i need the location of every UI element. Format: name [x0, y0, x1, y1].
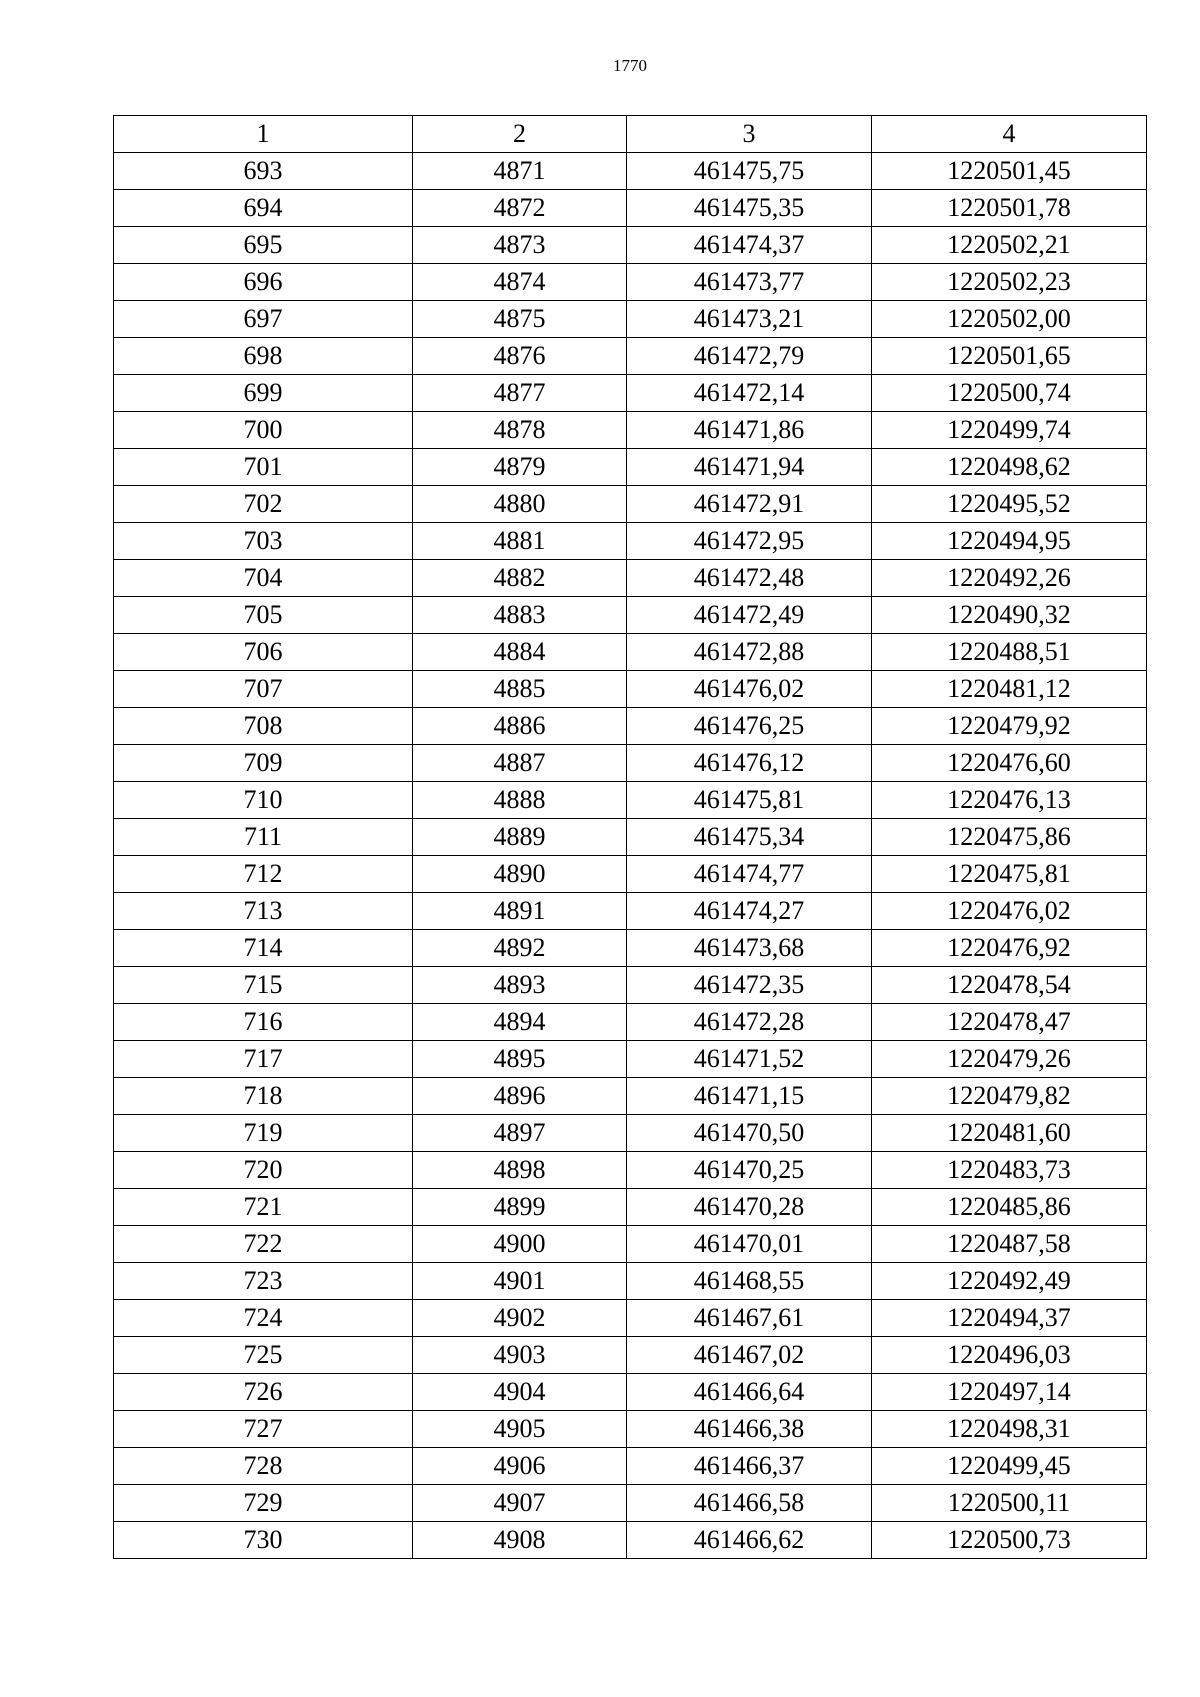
point-id-cell: 4904 — [413, 1374, 627, 1411]
point-id-cell: 4881 — [413, 523, 627, 560]
coordinate-y-cell: 1220475,81 — [872, 856, 1147, 893]
table-row — [114, 708, 1147, 745]
coordinate-x-cell: 461470,50 — [627, 1115, 872, 1152]
point-id-cell: 4903 — [413, 1337, 627, 1374]
coordinate-y-cell: 1220500,74 — [872, 375, 1147, 412]
table-row — [114, 449, 1147, 486]
coordinate-y-cell: 1220502,21 — [872, 227, 1147, 264]
coordinate-y-cell: 1220500,11 — [872, 1485, 1147, 1522]
table-row — [114, 745, 1147, 782]
coordinate-x-cell: 461472,91 — [627, 486, 872, 523]
point-id-cell: 4907 — [413, 1485, 627, 1522]
header-row — [114, 116, 1147, 153]
coordinate-x-cell: 461475,34 — [627, 819, 872, 856]
coordinate-y-cell: 1220475,86 — [872, 819, 1147, 856]
coordinate-x-cell: 461474,77 — [627, 856, 872, 893]
coordinate-y-cell: 1220479,82 — [872, 1078, 1147, 1115]
coordinate-y-cell: 1220499,74 — [872, 412, 1147, 449]
coordinate-x-cell: 461475,75 — [627, 153, 872, 190]
point-id-cell: 4883 — [413, 597, 627, 634]
table-row — [114, 1485, 1147, 1522]
coordinate-y-cell: 1220496,03 — [872, 1337, 1147, 1374]
point-number-cell: 702 — [114, 486, 413, 523]
coordinate-y-cell: 1220495,52 — [872, 486, 1147, 523]
header-cell: 4 — [872, 116, 1147, 153]
table-row — [114, 1337, 1147, 1374]
point-id-cell: 4880 — [413, 486, 627, 523]
point-id-cell: 4873 — [413, 227, 627, 264]
coordinate-y-cell: 1220500,73 — [872, 1522, 1147, 1559]
coordinate-y-cell: 1220476,92 — [872, 930, 1147, 967]
table-body — [114, 116, 1147, 1559]
table-row — [114, 1004, 1147, 1041]
coordinate-x-cell: 461467,61 — [627, 1300, 872, 1337]
point-number-cell: 693 — [114, 153, 413, 190]
point-number-cell: 697 — [114, 301, 413, 338]
coordinate-x-cell: 461475,81 — [627, 782, 872, 819]
point-id-cell: 4889 — [413, 819, 627, 856]
table-row — [114, 412, 1147, 449]
coordinate-y-cell: 1220490,32 — [872, 597, 1147, 634]
point-id-cell: 4888 — [413, 782, 627, 819]
point-id-cell: 4894 — [413, 1004, 627, 1041]
table-row — [114, 1411, 1147, 1448]
point-id-cell: 4871 — [413, 153, 627, 190]
coordinate-y-cell: 1220498,62 — [872, 449, 1147, 486]
point-number-cell: 703 — [114, 523, 413, 560]
coordinate-y-cell: 1220501,65 — [872, 338, 1147, 375]
table-row — [114, 1300, 1147, 1337]
coordinate-x-cell: 461467,02 — [627, 1337, 872, 1374]
table-row — [114, 1374, 1147, 1411]
point-number-cell: 712 — [114, 856, 413, 893]
point-number-cell: 716 — [114, 1004, 413, 1041]
coordinate-y-cell: 1220501,78 — [872, 190, 1147, 227]
table-row — [114, 1189, 1147, 1226]
coordinate-x-cell: 461470,01 — [627, 1226, 872, 1263]
point-number-cell: 698 — [114, 338, 413, 375]
point-number-cell: 722 — [114, 1226, 413, 1263]
point-number-cell: 728 — [114, 1448, 413, 1485]
point-number-cell: 706 — [114, 634, 413, 671]
point-number-cell: 720 — [114, 1152, 413, 1189]
coordinate-x-cell: 461470,28 — [627, 1189, 872, 1226]
coordinate-y-cell: 1220494,95 — [872, 523, 1147, 560]
coordinate-y-cell: 1220481,60 — [872, 1115, 1147, 1152]
coordinate-y-cell: 1220492,26 — [872, 560, 1147, 597]
coordinate-y-cell: 1220501,45 — [872, 153, 1147, 190]
point-number-cell: 713 — [114, 893, 413, 930]
point-number-cell: 719 — [114, 1115, 413, 1152]
point-id-cell: 4895 — [413, 1041, 627, 1078]
table-row — [114, 1522, 1147, 1559]
coordinate-x-cell: 461476,02 — [627, 671, 872, 708]
point-id-cell: 4875 — [413, 301, 627, 338]
table-row — [114, 1115, 1147, 1152]
point-number-cell: 711 — [114, 819, 413, 856]
point-id-cell: 4877 — [413, 375, 627, 412]
point-id-cell: 4891 — [413, 893, 627, 930]
point-id-cell: 4890 — [413, 856, 627, 893]
point-number-cell: 694 — [114, 190, 413, 227]
coordinate-x-cell: 461472,79 — [627, 338, 872, 375]
table-row — [114, 967, 1147, 1004]
coordinate-y-cell: 1220476,60 — [872, 745, 1147, 782]
point-id-cell: 4908 — [413, 1522, 627, 1559]
coordinate-x-cell: 461472,49 — [627, 597, 872, 634]
point-id-cell: 4901 — [413, 1263, 627, 1300]
coordinate-x-cell: 461466,64 — [627, 1374, 872, 1411]
point-number-cell: 721 — [114, 1189, 413, 1226]
coordinate-y-cell: 1220481,12 — [872, 671, 1147, 708]
table-row — [114, 486, 1147, 523]
point-id-cell: 4878 — [413, 412, 627, 449]
coordinate-x-cell: 461466,38 — [627, 1411, 872, 1448]
coordinate-x-cell: 461472,35 — [627, 967, 872, 1004]
point-number-cell: 725 — [114, 1337, 413, 1374]
page-number: 1770 — [613, 56, 647, 75]
coordinate-x-cell: 461476,25 — [627, 708, 872, 745]
coordinate-y-cell: 1220476,13 — [872, 782, 1147, 819]
coordinate-x-cell: 461466,37 — [627, 1448, 872, 1485]
table-row — [114, 1041, 1147, 1078]
coordinate-x-cell: 461466,62 — [627, 1522, 872, 1559]
table-row — [114, 1448, 1147, 1485]
coordinate-x-cell: 461474,27 — [627, 893, 872, 930]
point-number-cell: 707 — [114, 671, 413, 708]
point-number-cell: 700 — [114, 412, 413, 449]
coordinate-x-cell: 461470,25 — [627, 1152, 872, 1189]
coordinate-y-cell: 1220497,14 — [872, 1374, 1147, 1411]
point-number-cell: 696 — [114, 264, 413, 301]
point-number-cell: 726 — [114, 1374, 413, 1411]
table-row — [114, 560, 1147, 597]
point-number-cell: 727 — [114, 1411, 413, 1448]
point-id-cell: 4876 — [413, 338, 627, 375]
coordinate-y-cell: 1220479,92 — [872, 708, 1147, 745]
coordinate-y-cell: 1220492,49 — [872, 1263, 1147, 1300]
point-id-cell: 4899 — [413, 1189, 627, 1226]
point-id-cell: 4902 — [413, 1300, 627, 1337]
table-row — [114, 1263, 1147, 1300]
point-id-cell: 4884 — [413, 634, 627, 671]
point-number-cell: 717 — [114, 1041, 413, 1078]
point-number-cell: 718 — [114, 1078, 413, 1115]
coordinate-x-cell: 461473,21 — [627, 301, 872, 338]
table-row — [114, 1226, 1147, 1263]
point-id-cell: 4886 — [413, 708, 627, 745]
table-row — [114, 227, 1147, 264]
coordinate-x-cell: 461472,28 — [627, 1004, 872, 1041]
coordinate-x-cell: 461473,68 — [627, 930, 872, 967]
point-number-cell: 695 — [114, 227, 413, 264]
coordinate-y-cell: 1220478,47 — [872, 1004, 1147, 1041]
point-number-cell: 701 — [114, 449, 413, 486]
point-id-cell: 4892 — [413, 930, 627, 967]
point-id-cell: 4897 — [413, 1115, 627, 1152]
coordinate-x-cell: 461471,86 — [627, 412, 872, 449]
table-row — [114, 375, 1147, 412]
table-row — [114, 301, 1147, 338]
coordinate-x-cell: 461471,52 — [627, 1041, 872, 1078]
point-id-cell: 4882 — [413, 560, 627, 597]
point-id-cell: 4898 — [413, 1152, 627, 1189]
table-row — [114, 190, 1147, 227]
point-id-cell: 4879 — [413, 449, 627, 486]
table-row — [114, 930, 1147, 967]
point-id-cell: 4887 — [413, 745, 627, 782]
coordinate-y-cell: 1220494,37 — [872, 1300, 1147, 1337]
point-id-cell: 4900 — [413, 1226, 627, 1263]
point-id-cell: 4893 — [413, 967, 627, 1004]
header-cell: 1 — [114, 116, 413, 153]
point-number-cell: 729 — [114, 1485, 413, 1522]
coordinate-x-cell: 461473,77 — [627, 264, 872, 301]
point-id-cell: 4872 — [413, 190, 627, 227]
coordinate-y-cell: 1220498,31 — [872, 1411, 1147, 1448]
table-row — [114, 264, 1147, 301]
table-row — [114, 153, 1147, 190]
coordinate-y-cell: 1220499,45 — [872, 1448, 1147, 1485]
table-row — [114, 893, 1147, 930]
point-number-cell: 709 — [114, 745, 413, 782]
coordinate-x-cell: 461474,37 — [627, 227, 872, 264]
table-row — [114, 338, 1147, 375]
point-number-cell: 730 — [114, 1522, 413, 1559]
table-row — [114, 819, 1147, 856]
table-row — [114, 1152, 1147, 1189]
point-id-cell: 4906 — [413, 1448, 627, 1485]
coordinate-y-cell: 1220476,02 — [872, 893, 1147, 930]
coordinate-y-cell: 1220485,86 — [872, 1189, 1147, 1226]
table-row — [114, 634, 1147, 671]
table-row — [114, 782, 1147, 819]
coordinate-y-cell: 1220502,00 — [872, 301, 1147, 338]
point-number-cell: 704 — [114, 560, 413, 597]
point-number-cell: 723 — [114, 1263, 413, 1300]
coordinate-x-cell: 461466,58 — [627, 1485, 872, 1522]
coordinate-x-cell: 461471,15 — [627, 1078, 872, 1115]
point-number-cell: 715 — [114, 967, 413, 1004]
point-number-cell: 708 — [114, 708, 413, 745]
coordinate-x-cell: 461475,35 — [627, 190, 872, 227]
coordinate-x-cell: 461468,55 — [627, 1263, 872, 1300]
table-row — [114, 856, 1147, 893]
coordinate-x-cell: 461472,88 — [627, 634, 872, 671]
coordinates-table — [113, 115, 1147, 1559]
coordinate-x-cell: 461472,95 — [627, 523, 872, 560]
point-id-cell: 4885 — [413, 671, 627, 708]
point-number-cell: 724 — [114, 1300, 413, 1337]
coordinate-y-cell: 1220483,73 — [872, 1152, 1147, 1189]
point-number-cell: 710 — [114, 782, 413, 819]
table-row — [114, 523, 1147, 560]
point-id-cell: 4896 — [413, 1078, 627, 1115]
coordinate-x-cell: 461471,94 — [627, 449, 872, 486]
coordinate-x-cell: 461472,14 — [627, 375, 872, 412]
coordinate-y-cell: 1220487,58 — [872, 1226, 1147, 1263]
point-number-cell: 705 — [114, 597, 413, 634]
point-id-cell: 4874 — [413, 264, 627, 301]
coordinate-x-cell: 461476,12 — [627, 745, 872, 782]
coordinate-y-cell: 1220502,23 — [872, 264, 1147, 301]
point-id-cell: 4905 — [413, 1411, 627, 1448]
coordinate-y-cell: 1220488,51 — [872, 634, 1147, 671]
point-number-cell: 699 — [114, 375, 413, 412]
table-row — [114, 671, 1147, 708]
coordinate-y-cell: 1220478,54 — [872, 967, 1147, 1004]
coordinate-x-cell: 461472,48 — [627, 560, 872, 597]
header-cell: 3 — [627, 116, 872, 153]
point-number-cell: 714 — [114, 930, 413, 967]
table-row — [114, 597, 1147, 634]
table-row — [114, 1078, 1147, 1115]
coordinate-y-cell: 1220479,26 — [872, 1041, 1147, 1078]
header-cell: 2 — [413, 116, 627, 153]
